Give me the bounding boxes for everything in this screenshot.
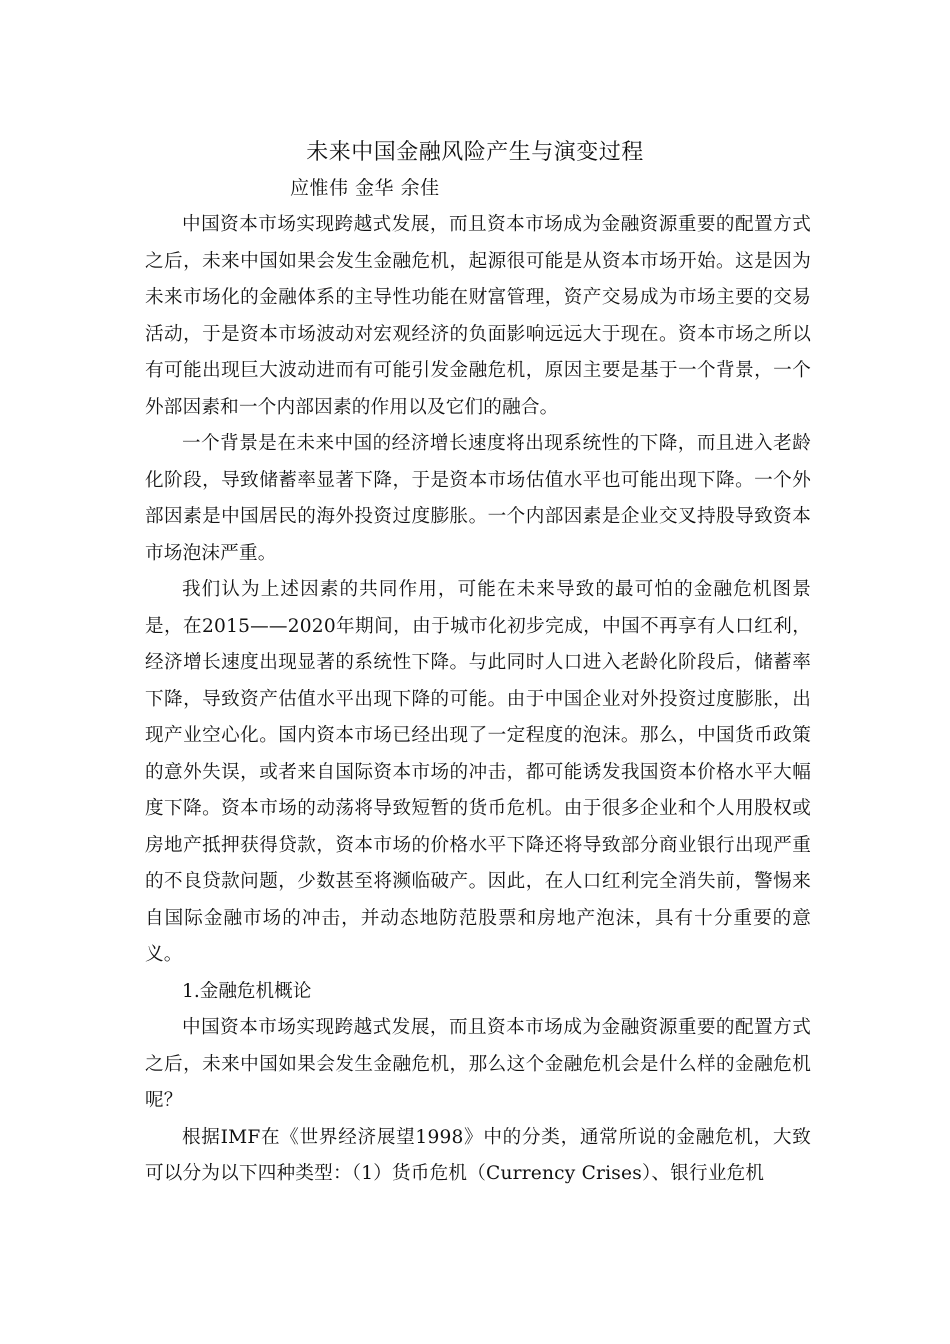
paragraph-intro: 中国资本市场实现跨越式发展，而且资本市场成为金融资源重要的配置方式之后，未来中国如果会发生金融危机，起源很可能是从资本市场开始。这是因为未来市场化的金融体系的主导性功能在财富管理，资产交易成为市场主要的交易活动，于是资本市场波动对宏观经济的负面影响远远大于现在。资本市场之所以有可能出现巨大波动进而有可能引发金融危机，原因主要是基于一个背景，一个外部因素和一个内部因素的作用以及它们的融合。 bbox=[145, 214, 811, 418]
document-authors: 应惟伟 金华 余佳 bbox=[290, 177, 440, 199]
paragraph-imf-classification: 根据IMF在《世界经济展望1998》中的分类，通常所说的金融危机，大致可以分为以下四种类型：（1）货币危机（Currency Crises）、银行业危机 bbox=[145, 1126, 811, 1184]
paragraph-crisis-question: 中国资本市场实现跨越式发展，而且资本市场成为金融资源重要的配置方式之后，未来中国如果会发生金融危机，那么这个金融危机会是什么样的金融危机呢？ bbox=[145, 1017, 811, 1111]
section-heading: 1.金融危机概论 bbox=[182, 980, 312, 1002]
document-title: 未来中国金融风险产生与演变过程 bbox=[306, 140, 644, 165]
paragraph-background: 一个背景是在未来中国的经济增长速度将出现系统性的下降，而且进入老龄化阶段，导致储蓄率显著下降，于是资本市场估值水平也可能出现下降。一个外部因素是中国居民的海外投资过度膨胀。一个内部因素是企业交叉持股导致资本市场泡沫严重。 bbox=[145, 433, 811, 564]
document-body bbox=[145, 207, 811, 1193]
paragraph-crisis-scenario: 我们认为上述因素的共同作用，可能在未来导致的最可怕的金融危机图景是，在2015——2020年期间，由于城市化初步完成，中国不再享有人口红利，经济增长速度出现显著的系统性下降。与此同时人口进入老龄化阶段后，储蓄率下降，导致资产估值水平出现下降的可能。由于中国企业对外投资过度膨胀，出现产业空心化。国内资本市场已经出现了一定程度的泡沫。那么，中国货币政策的意外失误，或者来自国际资本市场的冲击，都可能诱发我国资本价格水平大幅度下降。资本市场的动荡将导致短暂的货币危机。由于很多企业和个人用股权或房地产抵押获得贷款，资本市场的价格水平下降还将导致部分商业银行出现严重的不良贷款问题，少数甚至将濒临破产。因此，在人口红利完全消失前，警惕来自国际金融市场的冲击，并动态地防范股票和房地产泡沫，具有十分重要的意义。 bbox=[145, 579, 811, 965]
